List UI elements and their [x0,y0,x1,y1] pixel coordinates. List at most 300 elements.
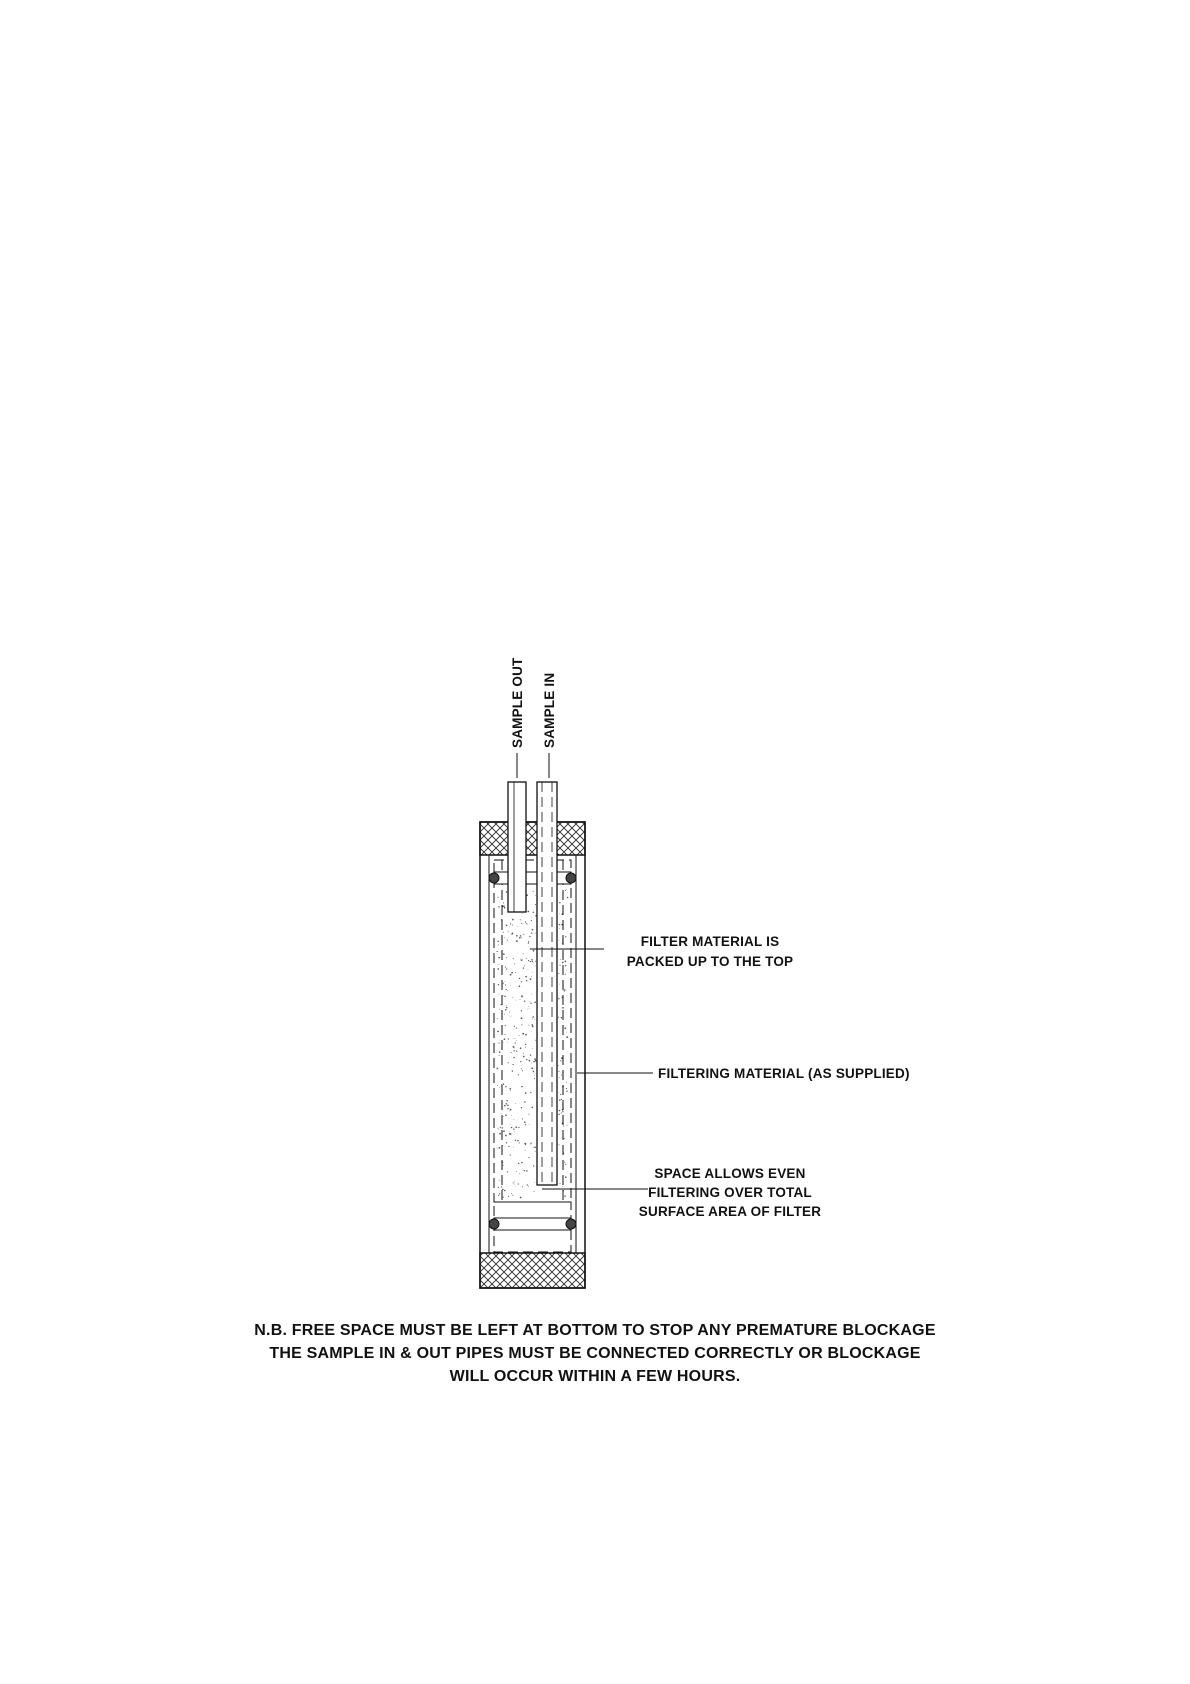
media-speck [508,1146,509,1147]
media-speck [520,919,521,920]
media-speck [565,1176,567,1178]
media-speck [503,996,504,997]
media-speck [508,931,509,932]
media-speck [506,1100,507,1101]
media-speck [507,1108,508,1109]
media-speck [503,1197,504,1198]
media-speck [515,1103,516,1104]
media-speck [535,895,536,896]
media-speck [566,1082,567,1083]
media-speck [531,1142,532,1143]
media-speck [517,926,518,927]
media-speck [561,1137,562,1138]
media-speck [500,1127,501,1128]
top-left-o-ring [489,873,499,883]
media-speck [514,963,515,964]
media-speck [499,1043,500,1044]
media-speck [527,1009,528,1010]
media-speck [512,997,513,998]
top-right-o-ring [566,873,576,883]
media-speck [565,936,566,937]
media-speck [503,983,504,984]
media-speck [507,1042,508,1043]
media-speck [505,967,506,968]
media-speck [565,961,567,963]
media-speck [505,1034,506,1035]
media-speck [501,1113,502,1114]
media-speck [514,1026,515,1027]
media-speck [514,1131,515,1132]
media-speck [511,1052,512,1053]
media-speck [514,1038,515,1039]
media-speck [563,1126,564,1127]
media-speck [532,972,533,973]
media-speck [497,951,498,952]
media-speck [516,935,518,937]
media-speck [516,1050,517,1051]
media-speck [520,935,522,937]
media-speck [521,1010,522,1011]
media-speck [504,907,506,909]
media-speck [559,928,560,929]
media-speck [512,925,513,926]
media-speck [561,1099,562,1100]
media-speck [521,981,522,982]
media-speck [566,889,567,890]
warning-note-line1: N.B. FREE SPACE MUST BE LEFT AT BOTTOM TO STOP ANY PREMATURE BLOCKAGE [254,1322,936,1339]
media-speck [528,969,529,970]
media-speck [506,957,507,958]
media-speck [532,917,533,918]
media-speck [509,1111,510,1112]
media-speck [506,989,507,990]
media-speck [524,1143,526,1145]
media-speck [506,891,508,893]
media-speck [518,1074,519,1075]
media-speck [510,985,511,986]
media-speck [520,1047,522,1049]
media-speck [565,974,566,975]
media-speck [528,1157,529,1158]
media-speck [503,902,504,903]
media-speck [512,1195,513,1196]
media-speck [510,983,511,984]
media-speck [521,1086,523,1088]
media-speck [521,1162,523,1164]
media-speck [526,923,527,924]
media-speck [524,1170,525,1171]
top-retaining-plate [494,872,571,884]
media-speck [497,1085,498,1086]
media-speck [515,1126,517,1128]
media-speck [502,1127,503,1128]
media-speck [535,961,536,962]
media-speck [521,960,522,961]
media-speck [503,1130,505,1132]
media-speck [528,1186,529,1187]
media-speck [525,1034,527,1036]
media-speck [507,1171,508,1172]
media-speck [522,913,523,914]
media-speck [561,997,562,998]
media-speck [506,968,507,969]
media-speck [497,897,498,898]
media-speck [505,1086,506,1087]
media-speck [523,953,524,954]
media-speck [497,941,499,943]
media-speck [559,1099,560,1100]
bottom-right-o-ring [566,1219,576,1229]
media-speck [525,1124,526,1125]
media-speck [566,1032,567,1033]
media-speck [506,1007,508,1009]
media-speck [503,953,505,955]
media-speck [562,1007,564,1009]
media-speck [528,943,529,944]
media-speck [535,1151,536,1152]
media-speck [511,934,512,935]
media-speck [533,1165,534,1166]
media-speck [525,1150,526,1151]
media-speck [499,1180,500,1181]
media-speck [509,1131,510,1132]
media-speck [524,1001,525,1002]
space-label-line1: SPACE ALLOWS EVEN [654,1166,806,1181]
media-speck [533,1071,535,1073]
media-speck [531,933,532,934]
media-speck [505,984,506,985]
media-speck [518,1183,519,1184]
media-speck [559,1110,560,1111]
media-speck [565,890,566,891]
media-speck [532,929,534,931]
filter-packed-label-line2: PACKED UP TO THE TOP [626,954,794,969]
media-speck [499,1051,501,1053]
media-speck [534,1058,536,1060]
media-speck [529,1124,530,1125]
sample-out-label: SAMPLE OUT [510,657,525,748]
bottom-left-o-ring [489,1219,499,1229]
media-speck [510,1090,511,1091]
media-speck [510,1123,511,1124]
media-speck [529,1008,530,1009]
media-speck [522,1186,523,1187]
media-speck [566,1125,567,1126]
media-speck [525,976,526,977]
media-speck [512,1064,513,1065]
media-speck [509,1133,511,1135]
media-speck [531,1063,532,1064]
media-speck [522,1070,523,1071]
media-speck [562,1104,563,1105]
media-speck [525,1047,526,1048]
media-speck [564,989,565,990]
media-speck [502,1189,504,1191]
media-speck [566,1088,567,1089]
media-speck [499,1055,500,1056]
media-speck [503,1116,504,1117]
media-speck [516,1000,517,1001]
media-speck [507,1105,509,1107]
media-speck [562,1186,563,1187]
media-speck [516,1040,517,1041]
media-speck [515,1140,516,1141]
filter-element-outline [494,860,571,1202]
media-speck [499,1193,500,1194]
media-speck [504,937,505,938]
media-speck [531,1024,533,1026]
media-speck [501,1186,502,1187]
media-speck [503,1042,504,1043]
warning-note [0,1319,1190,1388]
media-speck [509,1088,511,1090]
media-speck [514,1181,515,1182]
media-speck [530,961,531,962]
media-speck [513,1129,514,1130]
media-speck [508,1196,509,1197]
media-speck [566,990,567,991]
media-speck [519,985,521,987]
media-speck [529,1025,530,1026]
media-speck [515,972,516,973]
top-end-cap [480,822,585,855]
media-speck [512,933,513,934]
media-speck [516,1027,517,1028]
media-speck [510,923,511,924]
media-speck [531,959,532,960]
media-speck [518,1127,519,1128]
media-speck [535,1040,536,1041]
media-speck [531,994,532,995]
media-speck [558,1114,559,1115]
media-speck [534,962,535,963]
media-speck [507,990,508,991]
media-speck [514,1184,515,1185]
media-speck [567,897,569,899]
media-speck [503,1145,504,1146]
media-speck [534,1078,535,1079]
media-speck [533,1147,534,1148]
media-speck [504,1105,506,1107]
media-speck [526,1170,527,1171]
media-speck [530,978,532,980]
media-speck [513,1057,514,1058]
media-speck [531,920,532,921]
media-speck [504,996,505,997]
media-speck [521,1068,522,1069]
media-speck [564,1138,565,1139]
media-speck [562,1111,563,1112]
media-speck [507,940,508,941]
media-speck [497,1018,498,1019]
media-speck [514,1038,515,1039]
warning-note-line2: THE SAMPLE IN & OUT PIPES MUST BE CONNECTED CORRECTLY OR BLOCKAGE [269,1345,921,1362]
media-speck [558,1144,559,1145]
media-speck [520,1061,521,1062]
media-speck [559,984,560,985]
media-speck [564,990,565,991]
media-speck [532,1107,534,1109]
media-speck [503,932,504,933]
media-speck [558,1065,559,1066]
media-speck [521,1024,522,1025]
media-speck [525,976,527,978]
media-speck [533,891,534,892]
media-speck [510,1016,511,1017]
media-speck [524,965,525,966]
media-speck [518,1163,519,1164]
media-speck [558,973,559,974]
media-speck [505,1009,507,1011]
media-speck [524,1101,525,1102]
media-speck [499,1147,501,1149]
media-speck [498,1195,499,1196]
media-speck [508,1038,509,1039]
media-speck [497,1067,499,1069]
media-speck [534,1019,535,1020]
media-speck [532,1016,534,1018]
media-speck [504,1038,506,1040]
media-speck [523,934,524,935]
bottom-end-cap [480,1253,585,1288]
media-speck [528,960,529,961]
media-speck [559,940,560,941]
media-speck [559,1183,560,1184]
space-label-line3: SURFACE AREA OF FILTER [638,1204,822,1219]
media-speck [497,1069,498,1070]
media-speck [559,1077,560,1078]
media-speck [530,1143,531,1144]
media-speck [521,937,522,938]
media-speck [529,1114,530,1115]
media-speck [529,1060,531,1062]
media-speck [503,905,505,907]
media-speck [558,1071,559,1072]
media-speck [533,950,535,952]
media-speck [521,1017,523,1019]
media-speck [560,1094,561,1095]
media-speck [499,1009,500,1010]
media-speck [568,892,569,893]
media-speck [521,923,522,924]
media-speck [529,1158,530,1159]
media-speck [512,919,514,921]
media-speck [528,1006,529,1007]
media-speck [521,995,523,997]
media-speck [519,978,520,979]
media-speck [506,924,508,926]
media-speck [524,1121,526,1123]
media-speck [523,1018,524,1019]
media-speck [511,972,513,974]
media-speck [523,1053,524,1054]
media-speck [513,1182,514,1183]
media-speck [562,962,564,964]
media-speck [511,1115,512,1116]
media-speck [498,994,499,995]
media-speck [560,1060,561,1061]
media-speck [507,939,508,940]
sample-in-pipe [537,782,557,1185]
sample-in-label: SAMPLE IN [542,672,557,748]
media-speck [526,980,527,981]
media-speck [532,1048,533,1049]
warning-note-line3: WILL OCCUR WITHIN A FEW HOURS. [449,1368,741,1385]
media-speck [558,1092,559,1093]
media-speck [498,964,499,965]
media-speck [531,1067,533,1069]
media-speck [510,1109,512,1111]
media-speck [525,1092,527,1094]
media-speck [510,974,512,976]
media-speck [520,959,521,960]
media-speck [498,984,499,985]
media-speck [529,936,530,937]
media-speck [523,1056,525,1058]
media-speck [508,1062,509,1063]
media-speck [528,941,529,942]
media-speck [530,1003,531,1004]
media-speck [531,976,532,977]
media-speck [534,1002,536,1004]
media-speck [534,1146,536,1148]
filter-packed-label-line1: FILTER MATERIAL IS [640,934,780,949]
media-speck [527,911,529,913]
media-speck [514,1047,515,1048]
media-speck [535,966,536,967]
media-speck [527,1184,528,1185]
media-speck [525,921,526,922]
media-speck [514,1050,515,1051]
media-speck [525,1044,526,1045]
media-speck [516,1171,517,1172]
media-speck [513,1119,514,1120]
media-speck [566,1036,568,1038]
space-label-line2: FILTERING OVER TOTAL [648,1185,812,1200]
media-speck [505,1135,507,1137]
media-speck [506,1142,507,1143]
media-speck [517,1140,519,1142]
media-speck [534,1182,535,1183]
sample-out-pipe [508,782,526,912]
media-speck [523,967,524,968]
media-speck [566,1091,567,1092]
media-speck [525,1144,526,1145]
media-speck [497,968,499,970]
media-speck [519,937,521,939]
media-speck [532,961,533,962]
media-speck [561,1074,562,1075]
media-speck [512,1070,513,1071]
media-speck [497,1148,498,1149]
media-speck [519,1173,520,1174]
media-speck [535,1060,537,1062]
media-speck [564,1195,566,1197]
media-speck [526,1059,527,1060]
media-speck [505,1025,506,1026]
media-speck [498,945,499,946]
media-speck [499,1087,500,1088]
media-speck [561,1112,562,1113]
media-speck [516,1186,517,1187]
media-speck [564,1027,566,1029]
media-speck [497,1031,499,1033]
media-speck [530,1092,531,1093]
media-speck [498,1187,499,1188]
media-speck [511,1127,512,1128]
media-speck [499,913,500,914]
media-speck [504,1014,505,1015]
